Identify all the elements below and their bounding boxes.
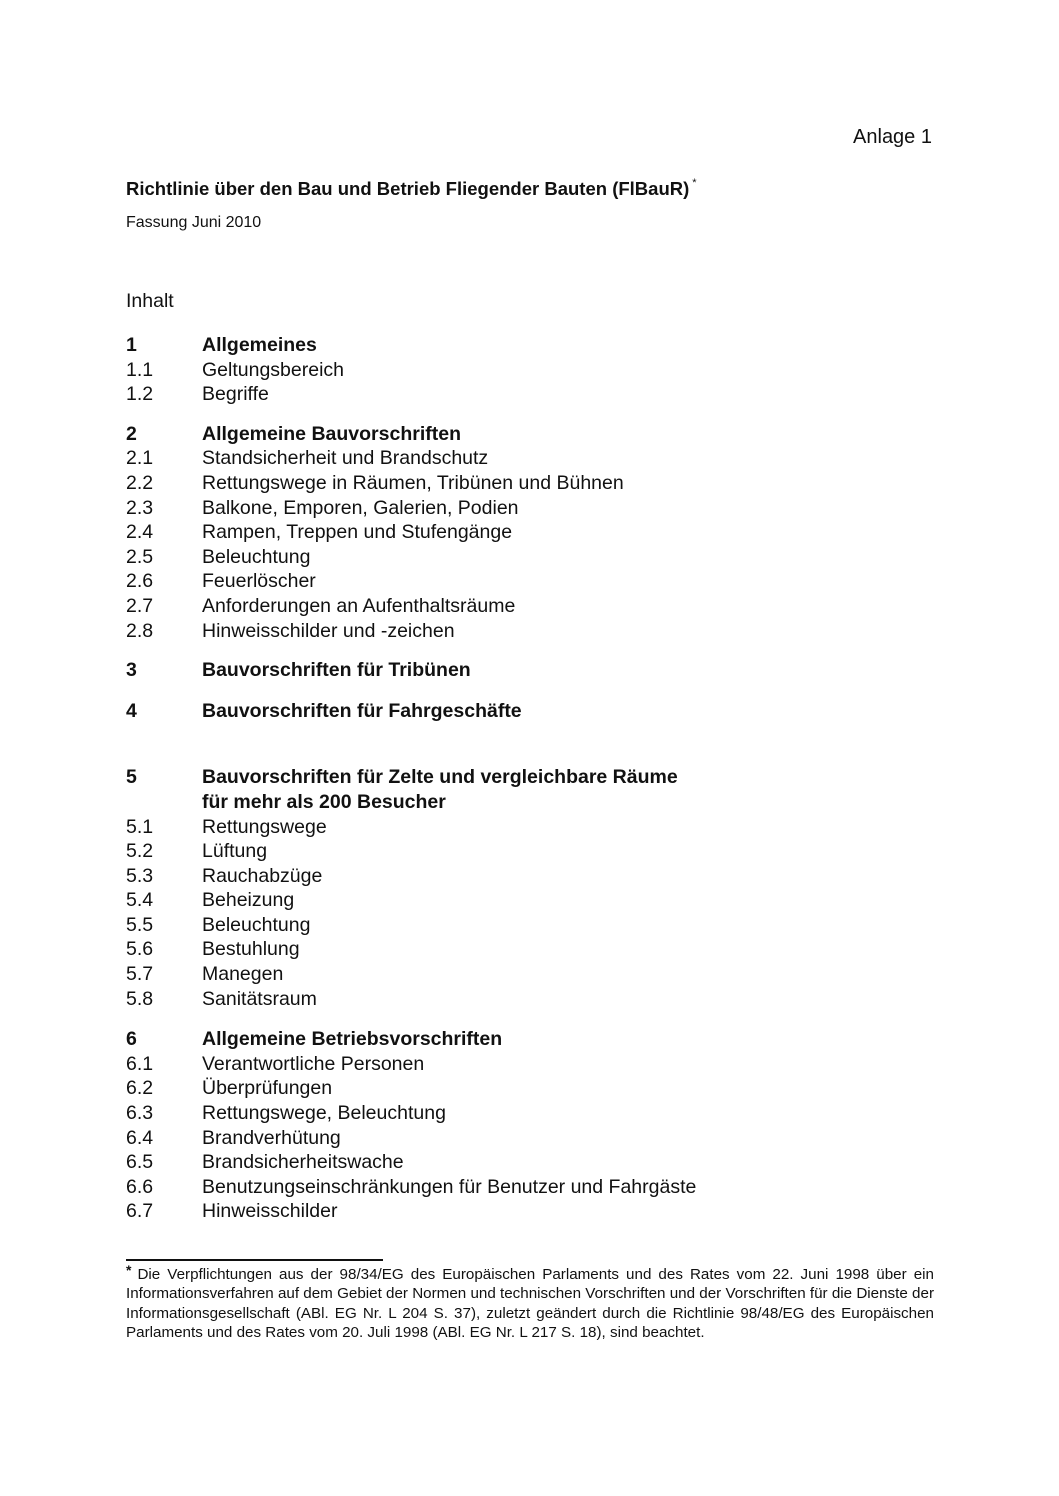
toc-section-heading [126,1027,926,1052]
item-title: Sanitätsraum [202,987,317,1010]
item-number: 2.3 [126,496,154,519]
section-title: Bauvorschriften für Zelte und vergleichbare Räume [202,766,678,789]
item-number: 1.1 [126,358,154,381]
toc-item [126,382,926,407]
item-number: 2.7 [126,594,154,617]
item-number: 5.2 [126,840,154,863]
item-number: 5.8 [126,987,154,1010]
item-title: Hinweisschilder und -zeichen [202,619,455,642]
toc-section-3 [126,658,926,683]
item-title: Benutzungseinschränkungen für Benutzer und Fahrgäste [202,1175,697,1198]
toc-item [126,913,926,938]
toc-section-heading [126,765,926,814]
item-title: Beleuchtung [202,913,311,936]
item-title: Überprüfungen [202,1077,333,1100]
section-number: 4 [126,699,137,722]
section-title-line2: für mehr als 200 Besucher [202,790,446,813]
document-title-text: Richtlinie über den Bau und Betrieb Fliegender Bauten (FlBauR) [126,178,690,199]
toc-item [126,1101,926,1126]
toc-item [126,358,926,383]
version-date: Fassung Juni 2010 [126,214,262,231]
item-title: Brandsicherheitswache [202,1151,404,1174]
toc-item [126,1076,926,1101]
item-number: 2.6 [126,570,154,593]
section-number: 5 [126,766,137,789]
item-title: Lüftung [202,840,268,863]
toc-section-2 [126,422,926,643]
toc-item [126,962,926,987]
item-title: Feuerlöscher [202,570,316,593]
item-number: 6.2 [126,1077,154,1100]
toc-section-heading [126,333,926,358]
toc-item [126,1052,926,1077]
section-title: Bauvorschriften für Tribünen [202,659,471,682]
item-title: Beheizung [202,889,295,912]
item-number: 1.2 [126,383,154,406]
section-title: Allgemeines [202,334,317,356]
section-number: 3 [126,659,137,682]
item-number: 6.6 [126,1175,154,1198]
item-title: Balkone, Emporen, Galerien, Podien [202,496,519,519]
item-number: 2.4 [126,521,154,544]
item-title: Bestuhlung [202,938,300,961]
item-title: Anforderungen an Aufenthaltsräume [202,594,516,617]
toc-item [126,446,926,471]
item-number: 2.2 [126,471,154,494]
item-title: Rettungswege, Beleuchtung [202,1102,446,1125]
item-number: 2.8 [126,619,154,642]
toc-item [126,496,926,521]
toc-item [126,520,926,545]
section-title: Allgemeine Bauvorschriften [202,422,461,445]
item-number: 6.5 [126,1151,154,1174]
toc-item [126,937,926,962]
toc-item [126,839,926,864]
toc-item [126,1199,926,1224]
toc-item [126,1126,926,1151]
item-number: 6.1 [126,1052,154,1075]
item-number: 5.7 [126,963,154,986]
section-title-lines [202,765,678,814]
item-title: Verantwortliche Personen [202,1052,425,1075]
toc-section-6 [126,1027,926,1224]
item-number: 5.4 [126,889,154,912]
item-number: 5.6 [126,938,154,961]
footnote [126,1262,934,1343]
item-title: Beleuchtung [202,545,311,568]
item-number: 5.1 [126,815,154,838]
item-title: Rauchabzüge [202,864,323,887]
toc-item [126,545,926,570]
item-title: Rettungswege [202,815,327,838]
toc-section-4 [126,699,926,724]
table-of-contents [126,333,926,1224]
item-number: 6.3 [126,1102,154,1125]
toc-item [126,569,926,594]
toc-item [126,815,926,840]
item-title: Begriffe [202,383,269,406]
toc-item [126,619,926,644]
toc-item [126,1175,926,1200]
item-title: Geltungsbereich [202,358,345,381]
toc-section-5 [126,765,926,1011]
item-title: Rettungswege in Räumen, Tribünen und Bühnen [202,471,624,494]
item-title: Brandverhütung [202,1126,341,1149]
footnote-text: Die Verpflichtungen aus der 98/34/EG des Europäischen Parlaments und des Rates vom 22. Juni 1998 über ein Informationsverfahren auf dem Gebiet der Normen und technischen Vorschriften und der Vorschriften für die Dienste der Informationsgesellschaft (ABl. EG Nr. L 204 S. 37), zuletzt geändert durch die Richtlinie 98/48/EG des Europäischen Parlaments und des Rates vom 20. Juli 1998 (ABl. EG Nr. L 217 S. 18), sind beachtet. [126,1266,934,1342]
toc-item [126,987,926,1012]
footnote-separator [126,1259,383,1261]
annex-label: Anlage 1 [853,126,932,148]
toc-item [126,471,926,496]
section-title: Bauvorschriften für Fahrgeschäfte [202,699,522,722]
section-title: Allgemeine Betriebsvorschriften [202,1028,503,1051]
contents-heading: Inhalt [126,290,174,312]
section-number: 6 [126,1028,137,1051]
footnote-reference: * [692,176,697,189]
toc-item [126,888,926,913]
item-number: 2.1 [126,447,154,470]
toc-item [126,1150,926,1175]
toc-section-1 [126,333,926,407]
toc-section-heading [126,422,926,447]
toc-section-heading [126,658,926,683]
toc-item [126,594,926,619]
item-number: 5.5 [126,913,154,936]
item-title: Standsicherheit und Brandschutz [202,447,489,470]
document-title [126,178,697,200]
section-number: 2 [126,422,137,445]
footnote-mark: * [126,1262,132,1278]
item-title: Hinweisschilder [202,1200,338,1223]
item-number: 6.7 [126,1200,154,1223]
item-title: Rampen, Treppen und Stufengänge [202,521,513,544]
item-number: 5.3 [126,864,154,887]
item-number: 6.4 [126,1126,154,1149]
item-number: 2.5 [126,545,154,568]
item-title: Manegen [202,963,284,986]
section-number: 1 [126,334,137,356]
toc-item [126,864,926,889]
toc-section-heading [126,699,926,724]
